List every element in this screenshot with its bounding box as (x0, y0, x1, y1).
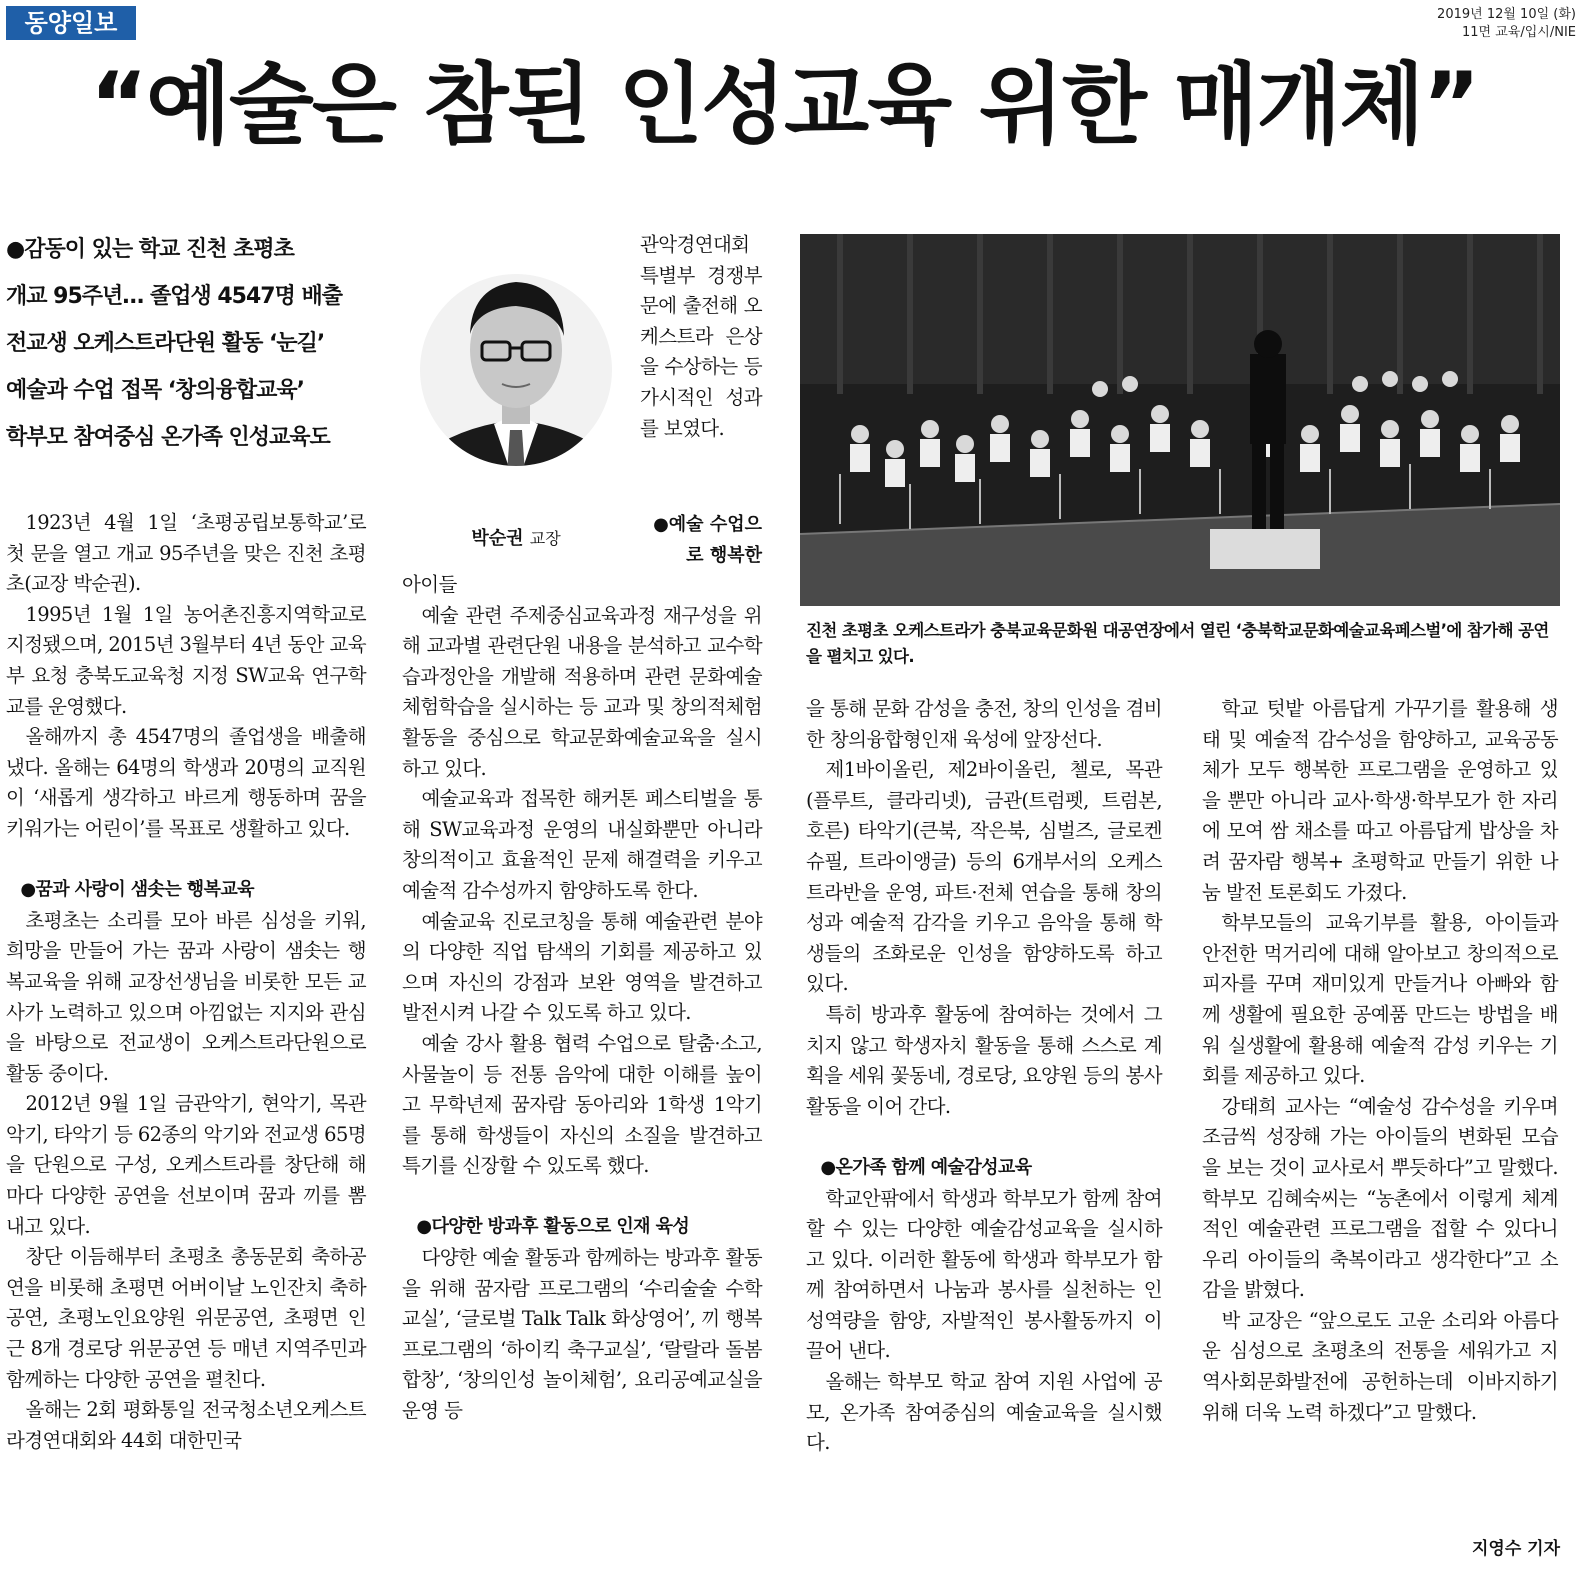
section-spacer (6, 845, 366, 876)
article-paragraph: 다양한 예술 활동과 함께하는 방과후 활동을 위해 꿈자람 프로그램의 ‘수리술술 수학교실’, ‘글로벌 Talk Talk 화상영어’, 끼 행복프로그램의 ‘하이킥 축구교실’, ‘랄랄라 돌봄 합창’, ‘창의인성 놀이체험’, 요리공예교실을 운영 등 (402, 1246, 762, 1423)
article-paragraph: 1995년 1월 1일 농어촌진흥지역학교로 지정됐으며, 2015년 3월부터 4년 동안 교육부 요청 충북도교육청 지정 SW교육 연구학교를 운영했다. (6, 602, 366, 718)
section-spacer (402, 1182, 762, 1213)
article-paragraph: 박 교장은 “앞으로도 고운 소리와 아름다운 심성으로 초평초의 전통을 세워가고 지역사회문화발전에 공헌하는데 이바지하기 위해 더욱 노력 하겠다”고 말했다. (1202, 1308, 1558, 1424)
article-paragraph: 학교 텃밭 아름답게 가꾸기를 활용해 생태 및 예술적 감수성을 함양하고, 교육공동체가 모두 행복한 프로그램을 운영하고 있을 뿐만 아니라 교사·학생·학부모가 한 자리에 모여 쌈 채소를 따고 아름답게 밥상을 차려 꿈자람 행복+ 초평학교 만들기 위한 나눔 발전 토론회도 가졌다. (1202, 697, 1558, 904)
article-paragraph: 아이들 (402, 573, 457, 596)
article-paragraph: 강태희 교사는 “예술성 감수성을 키우며 조금씩 성장해 가는 아이들의 변화된 모습을 보는 것이 교사로서 뿌듯하다”고 말했다. 학부모 김혜숙씨는 “농촌에서 이렇게 체계적인 예술관련 프로그램을 접할 수 있다니 우리 아이들의 축복이라고 생각한다”고 소감을 밝혔다. (1202, 1094, 1558, 1302)
article-headline: “예술은 참된 인성교육 위한 매개체” (90, 53, 1479, 156)
article-column-3 (806, 694, 1162, 1459)
section-heading: ●온가족 함께 예술감성교육 (820, 1156, 1032, 1178)
newspaper-masthead: 동양일보 (6, 6, 136, 40)
sidebar-paragraph: 관악경연대회 특별부 경쟁부문에 출전해 오케스트라 은상을 수상하는 등 가시적인 성과를 보였다. (640, 233, 762, 440)
principal-portrait (418, 238, 614, 508)
article-paragraph: 올해는 학부모 학교 참여 지원 사업에 공모, 온가족 참여중심의 예술교육을 실시했다. (806, 1370, 1162, 1455)
article-paragraph: 올해는 2회 평화통일 전국청소년오케스트라경연대회와 44회 대한민국 (6, 1398, 366, 1452)
subheadline: 예술과 수업 접목 ‘창의융합교육’ (6, 378, 304, 403)
subheadline: 학부모 참여중심 온가족 인성교육도 (6, 425, 330, 450)
article-column-1 (6, 508, 366, 1456)
article-paragraph: 창단 이듬해부터 초평초 총동문회 축하공연을 비롯해 초평면 어버이날 노인잔치 축하공연, 초평노인요양원 위문공연, 초평면 인근 8개 경로당 위문공연 등 매년 지역주민과 함께하는 다양한 공연을 펼친다. (6, 1245, 366, 1391)
article-column-2 (402, 570, 762, 1427)
article-paragraph: 초평초는 소리를 모아 바른 심성을 키워, 희망을 만들어 가는 꿈과 사랑이 샘솟는 행복교육을 위해 교장선생님을 비롯한 모든 교사가 노력하고 있으며 아낌없는 지지와 관심을 바탕으로 전교생이 오케스트라단원으로 활동 중이다. (6, 908, 366, 1085)
subheadline: 개교 95주년… 졸업생 4547명 배출 (6, 284, 343, 309)
section-heading: ●다양한 방과후 활동으로 인재 육성 (416, 1216, 690, 1238)
subheadline: 전교생 오케스트라단원 활동 ‘눈길’ (6, 331, 325, 356)
orchestra-photo (800, 234, 1560, 606)
article-paragraph: 예술 강사 활용 협력 수업으로 탈춤·소고, 사물놀이 등 전통 음악에 대한 이해를 높이고 무학년제 꿈자람 동아리와 1학생 1악기를 통해 학생들이 자신의 소질을 발견하고 특기를 신장할 수 있도록 했다. (402, 1031, 762, 1178)
section-heading: ●꿈과 사랑이 샘솟는 행복교육 (20, 879, 254, 901)
subheadline-group (6, 226, 406, 461)
article-paragraph: 학부모들의 교육기부를 활용, 아이들과 안전한 먹거리에 대해 알아보고 창의적으로 피자를 꾸며 재미있게 만들거나 아빠와 함께 생활에 필요한 공예품 만드는 방법을 배워 실생활에 활용해 예술적 감성 키우는 기회를 제공하고 있다. (1202, 911, 1558, 1088)
portrait-role: 교장 (529, 529, 561, 548)
portrait-name: 박순권 (471, 528, 524, 549)
article-paragraph: 예술교육과 접목한 해커톤 페스티벌을 통해 SW교육과정 운영의 내실화뿐만 아니라 창의적이고 효율적인 문제 해결력을 키우고 예술적 감수성까지 함양하도록 한다. (402, 787, 762, 902)
publish-date: 2019년 12월 10일 (화) (1437, 7, 1576, 22)
reporter-byline: 지영수 기자 (1464, 1534, 1560, 1559)
person-portrait-icon (418, 238, 614, 508)
subheadline: ●감동이 있는 학교 진천 초평초 (6, 237, 294, 262)
article-paragraph: 특히 방과후 활동에 참여하는 것에서 그치지 않고 학생자치 활동을 통해 스스로 계획을 세워 꽃동네, 경로당, 요양원 등의 봉사활동을 이어 간다. (806, 1002, 1162, 1118)
article-paragraph: 예술교육 진로코칭을 통해 예술관련 분야의 다양한 직업 탐색의 기회를 제공하고 있으며 자신의 강점과 보완 영역을 발견하고 발전시켜 나갈 수 있도록 하고 있다. (402, 909, 762, 1025)
article-paragraph: 학교안팎에서 학생과 학부모가 함께 참여할 수 있는 다양한 예술감성교육을 실시하고 있다. 이러한 활동에 학생과 학부모가 함께 참여하면서 나눔과 봉사를 실천하는 인성역량을 함양, 자발적인 봉사활동까지 이끌어 낸다. (806, 1186, 1162, 1363)
orchestra-photo-icon (800, 234, 1560, 606)
article-paragraph: 1923년 4월 1일 ‘초평공립보통학교’로 첫 문을 열고 개교 95주년을 맞은 진천 초평초(교장 박순권). (6, 511, 366, 596)
section-heading: ●예술 수업으로 행복한 (653, 514, 762, 566)
page-section: 11면 교육/입시/NIE (1462, 25, 1576, 40)
dateline (1437, 6, 1576, 42)
article-paragraph: 예술 관련 주제중심교육과정 재구성을 위해 교과별 관련단원 내용을 분석하고 교수학습과정안을 개발해 적용하며 관련 문화예술 체험학습을 실시하는 등 교과 및 창의적체험활동을 중심으로 학교문화예술교육을 실시하고 있다. (402, 603, 762, 780)
article-column-4 (1202, 694, 1558, 1428)
photo-caption: 진천 초평초 오케스트라가 충북교육문화원 대공연장에서 열린 ‘충북학교문화예술교육페스벌’에 참가해 공연을 펼치고 있다. (806, 621, 1549, 666)
article-paragraph: 2012년 9월 1일 금관악기, 현악기, 목관악기, 타악기 등 62종의 악기와 전교생 65명을 단원으로 구성, 오케스트라를 창단해 해마다 다양한 공연을 선보이며 꿈과 끼를 뽐내고 있다. (6, 1092, 366, 1238)
section-spacer (806, 1122, 1162, 1153)
article-paragraph: 을 통해 문화 감성을 충전, 창의 인성을 겸비한 창의융합형인재 육성에 앞장선다. (806, 697, 1162, 751)
article-paragraph: 올해까지 총 4547명의 졸업생을 배출해 냈다. 올해는 64명의 학생과 20명의 교직원이 ‘새롭게 생각하고 바르게 행동하며 꿈을 키워가는 어린이’를 목표로 생활하고 있다. (6, 725, 366, 840)
portrait-caption (418, 524, 614, 550)
article-paragraph: 제1바이올린, 제2바이올린, 첼로, 목관(플루트, 클라리넷), 금관(트럼펫, 트럼본, 호른) 타악기(큰북, 작은북, 심벌즈, 글로켄슈필, 트라이앵글) 등의 6개부서의 오케스트라반을 운영, 파트·전체 연습을 통해 창의성과 예술적 감각을 키우고 음악을 통해 학생들의 조화로운 인성을 함양하도록 하고 있다. (806, 758, 1162, 996)
